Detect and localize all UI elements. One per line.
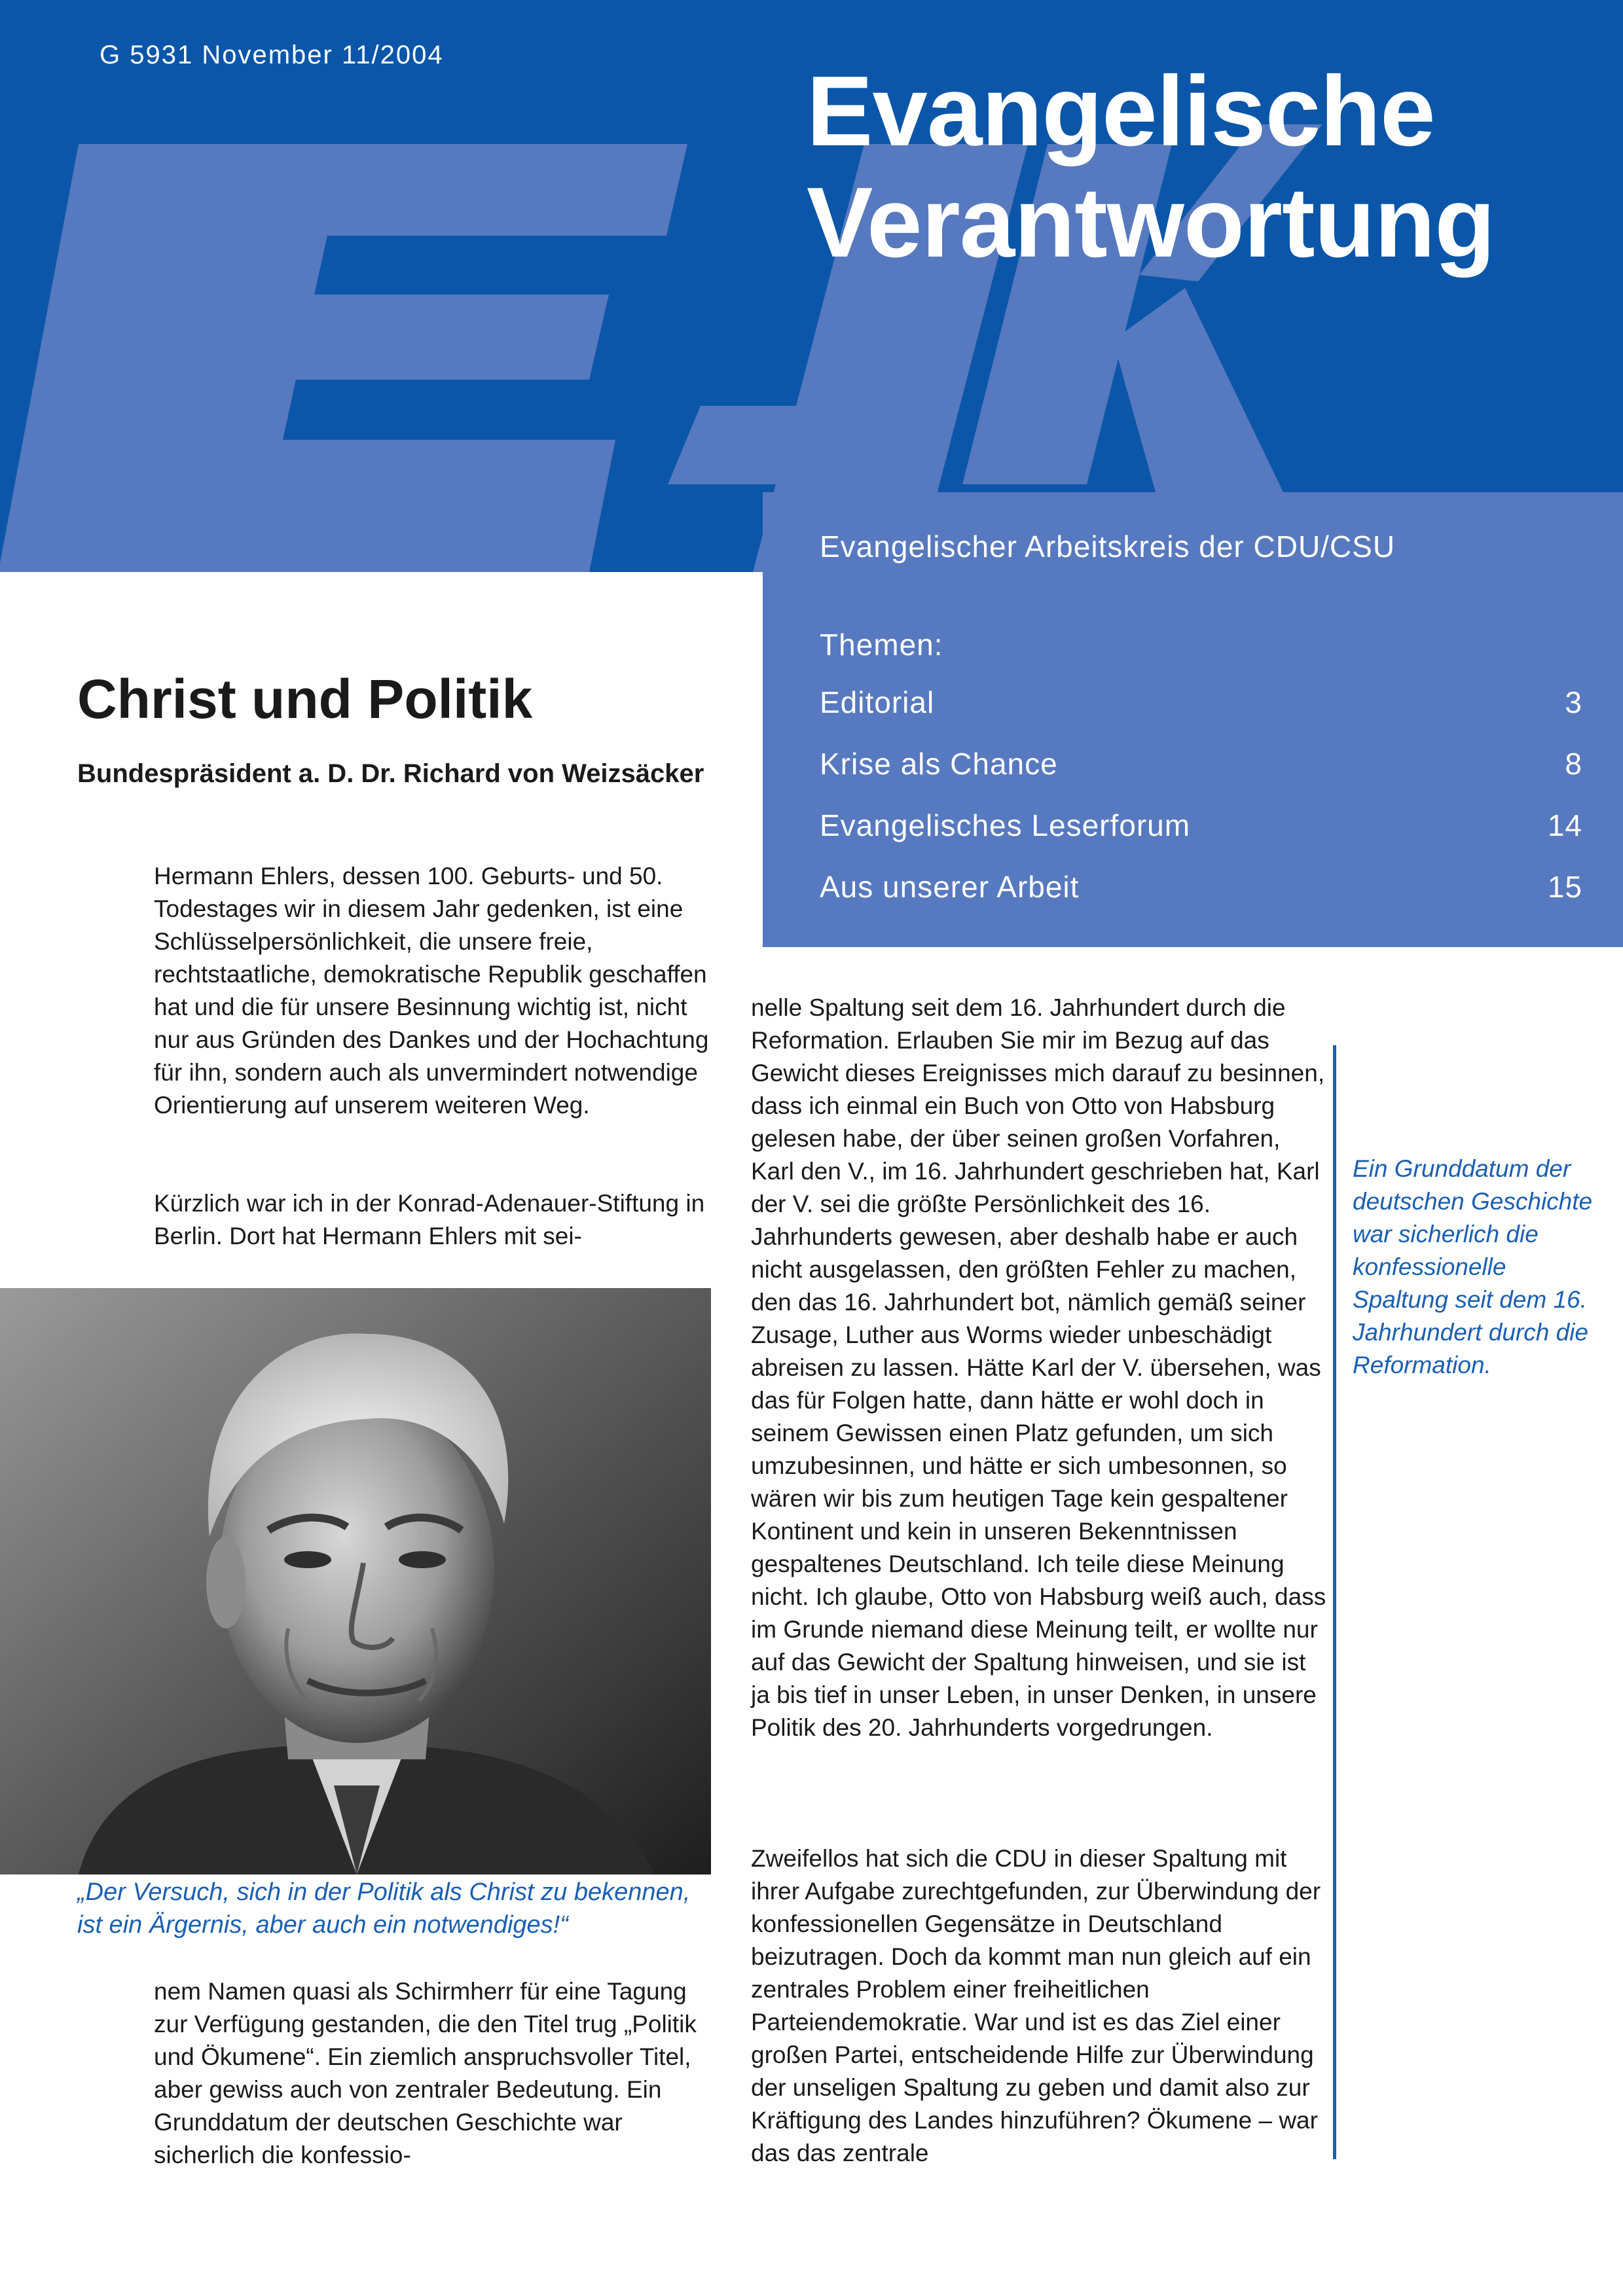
pull-quote-rule — [1333, 1045, 1336, 2159]
organization-name: Evangelischer Arbeitskreis der CDU/CSU — [820, 529, 1396, 564]
toc-item[interactable] — [820, 869, 1582, 908]
issue-line: G 5931 November 11/2004 — [100, 41, 444, 69]
toc-item-title: Krise als Chance — [820, 747, 1058, 781]
body-paragraph: Zweifellos hat sich die CDU in dieser Spaltung mit ihrer Aufgabe zurechtgefunden, zur Überwindung der konfessionellen Gegensätze in Deutschland beizutragen. Doch da kommt man nun gleich auf ein zentrales Problem einer freiheitlichen Parteiendemokratie. War und ist es das Ziel einer großen Partei, entscheidende Hilfe zur Überwindung der unseligen Spaltung zu geben und damit also zur Kräftigung des Landes hinzuführen? Ökumene – war das das zentrale — [751, 1845, 1321, 2166]
body-paragraph: nelle Spaltung seit dem 16. Jahrhundert durch die Reformation. Erlauben Sie mir im Bezug auf das Gewicht dieses Ereignisses mich darauf zu besinnen, dass ich einmal ein Buch von Otto von Habsburg gelesen habe, der über seinen großen Vorfahren, Karl den V., im 16. Jahrhundert geschrieben hat, Karl der V. sei die größte Persönlichkeit des 16. Jahrhunderts gewesen, aber deshalb habe er auch nicht ausgelassen, den größten Fehler zu machen, den das 16. Jahrhundert bot, nämlich gemäß seiner Zusage, Luther aus Worms wieder unbeschädigt abreisen zu lassen. Hätte Karl der V. übersehen, was das für Folgen hatte, dann hätte er wohl doch in seinem Gewissen einen Platz gefunden, um sich umzubesinnen, und hätte er sich umbesonnen, so wären wir bis zum heutigen Tage kein gespaltener Kontinent und kein in unseren Bekenntnissen gespaltenes Deutschland. Ich teile diese Meinung nicht. Ich glaube, Otto von Habsburg weiß auch, dass im Grunde niemand diese Meinung teilt, er wollte nur auf das Gewicht der Spaltung hinweisen, und sie ist ja bis tief in unser Leben, in unser Denken, in unsere Politik des 20. Jahrhunderts vorgedrungen. — [751, 994, 1326, 1741]
body-paragraph: nem Namen quasi als Schirmherr für eine Tagung zur Verfügung gestanden, die den Titel trug „Politik und Ökumene“. Ein ziemlich anspruchsvoller Titel, aber gewiss auch von zentraler Bedeutung. Ein Grunddatum der deutschen Geschichte war sicherlich die konfessio- — [154, 1978, 697, 2168]
body-paragraph: Kürzlich war ich in der Konrad-Adenauer-Stiftung in Berlin. Dort hat Hermann Ehlers mit sei- — [154, 1190, 705, 1249]
toc-label: Themen: — [820, 628, 943, 662]
toc-item-page: 8 — [1565, 747, 1582, 781]
toc-item-title: Aus unserer Arbeit — [820, 870, 1080, 904]
portrait-photo — [0, 1288, 711, 1874]
pull-quote: Ein Grunddatum der deutschen Geschichte war sicherlich die konfessionelle Spaltung seit dem 16. Jahrhundert durch die Reformation. — [1353, 1155, 1593, 1378]
toc-item[interactable] — [820, 808, 1582, 847]
toc-item-page: 15 — [1547, 870, 1582, 904]
toc-item-page: 14 — [1547, 808, 1582, 842]
article-title: Christ und Politik — [77, 668, 533, 730]
magazine-title-line1: Evangelische — [807, 56, 1435, 167]
body-paragraph: Hermann Ehlers, dessen 100. Geburts- und 50. Todestages wir in diesem Jahr gedenken, ist eine Schlüsselpersönlichkeit, die unsere freie, rechtstaatliche, demokratische Republik geschaffen hat und die für unsere Besinnung wichtig ist, nicht nur aus Gründen des Dankes und der Hochachtung für ihn, sondern auch als unvermindert notwendige Orientierung auf unserem weiteren Weg. — [154, 863, 709, 1119]
toc-item[interactable] — [820, 746, 1582, 785]
toc-item[interactable] — [820, 685, 1582, 724]
toc-item-title: Evangelisches Leserforum — [820, 808, 1191, 842]
toc-item-page: 3 — [1565, 685, 1582, 719]
magazine-title-line2: Verantwortung — [807, 167, 1495, 278]
article-byline: Bundespräsident a. D. Dr. Richard von Weizsäcker — [77, 759, 704, 788]
magazine-title — [807, 56, 1495, 278]
toc-item-title: Editorial — [820, 685, 935, 719]
caption-quote: „Der Versuch, sich in der Politik als Christ zu bekennen, ist ein Ärgernis, aber auch ein notwendiges!“ — [77, 1878, 691, 1939]
